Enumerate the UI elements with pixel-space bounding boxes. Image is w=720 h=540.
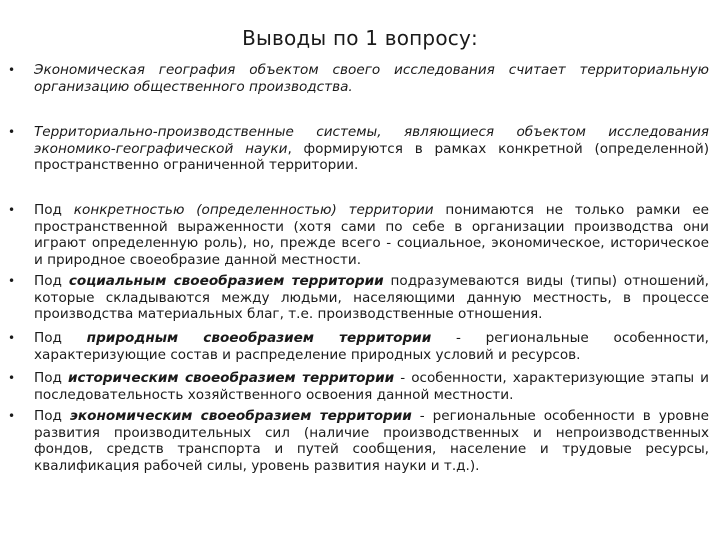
bullet-text: [34, 408, 709, 474]
bullet-marker: •: [8, 331, 16, 345]
bullet-text: [34, 202, 709, 268]
slide-title: Выводы по 1 вопросу:: [242, 26, 478, 50]
bullet-text-bold-italic: социальным своеобразием территории: [68, 273, 384, 289]
bullet-marker: •: [8, 203, 16, 217]
bullet-text-italic: Территориально-производственные системы, являющиеся объектом исследования экономико-географической науки: [34, 124, 709, 157]
bullet-marker: •: [8, 409, 16, 423]
bullet-marker: •: [8, 125, 16, 139]
bullet-marker: •: [8, 63, 16, 77]
bullet-marker: •: [8, 371, 16, 385]
bullet-text-normal: Под: [34, 370, 68, 386]
bullet-text-bold-italic: экономическим своеобразием территории: [69, 408, 412, 424]
bullet-marker: •: [8, 274, 16, 288]
bullet-text-bold-italic: природным своеобразием территории: [86, 330, 432, 346]
bullet-text: [34, 273, 709, 323]
bullet-text: [34, 330, 709, 363]
bullet-text: [34, 62, 709, 95]
bullet-text-normal: подразумеваются виды (типы) отношений, которые складываются между людьми, населяющими данную местность, в процессе производства материальных благ, т.е. производственные отношения.: [34, 273, 710, 322]
bullet-text: [34, 124, 709, 174]
bullet-text-normal: , формируются в рамках конкретной (определенной) пространственно ограниченной территории.: [34, 140, 709, 173]
bullet-text-normal: - особенности, характеризующие этапы и последовательность хозяйственного освоения данной местности.: [34, 370, 709, 403]
bullet-text-italic: конкретностью (определенностью) территории: [73, 202, 434, 218]
bullet-text-normal: понимаются не только рамки ее пространственной выраженности (хотя сами по себе в организации производства они играют определенную роль), но, прежде всего - социальное, экономическое, историческое и природное своеобразие данной местности.: [34, 202, 709, 268]
bullet-text-bold-italic: историческим своеобразием территории: [67, 370, 395, 386]
bullet-text-normal: Под: [34, 202, 74, 218]
bullet-text-normal: Под: [34, 330, 87, 346]
bullet-text: [34, 370, 709, 403]
bullet-text-normal: - региональные особенности, характеризующие состав и распределение природных условий и ресурсов.: [34, 330, 709, 363]
bullet-text-normal: Под: [34, 408, 70, 424]
bullet-text-normal: - региональные особенности в уровне развития производительных сил (наличие производственных и непроизводственных фондов, средств транспорта и путей сообщения, население и трудовые ресурсы, квалификация рабочей силы, уровень развития науки и т.д.).: [34, 408, 709, 474]
bullet-text-italic: Экономическая география объектом своего исследования считает территориальную организацию общественного производства.: [34, 62, 709, 95]
bullet-text-normal: Под: [34, 273, 69, 289]
